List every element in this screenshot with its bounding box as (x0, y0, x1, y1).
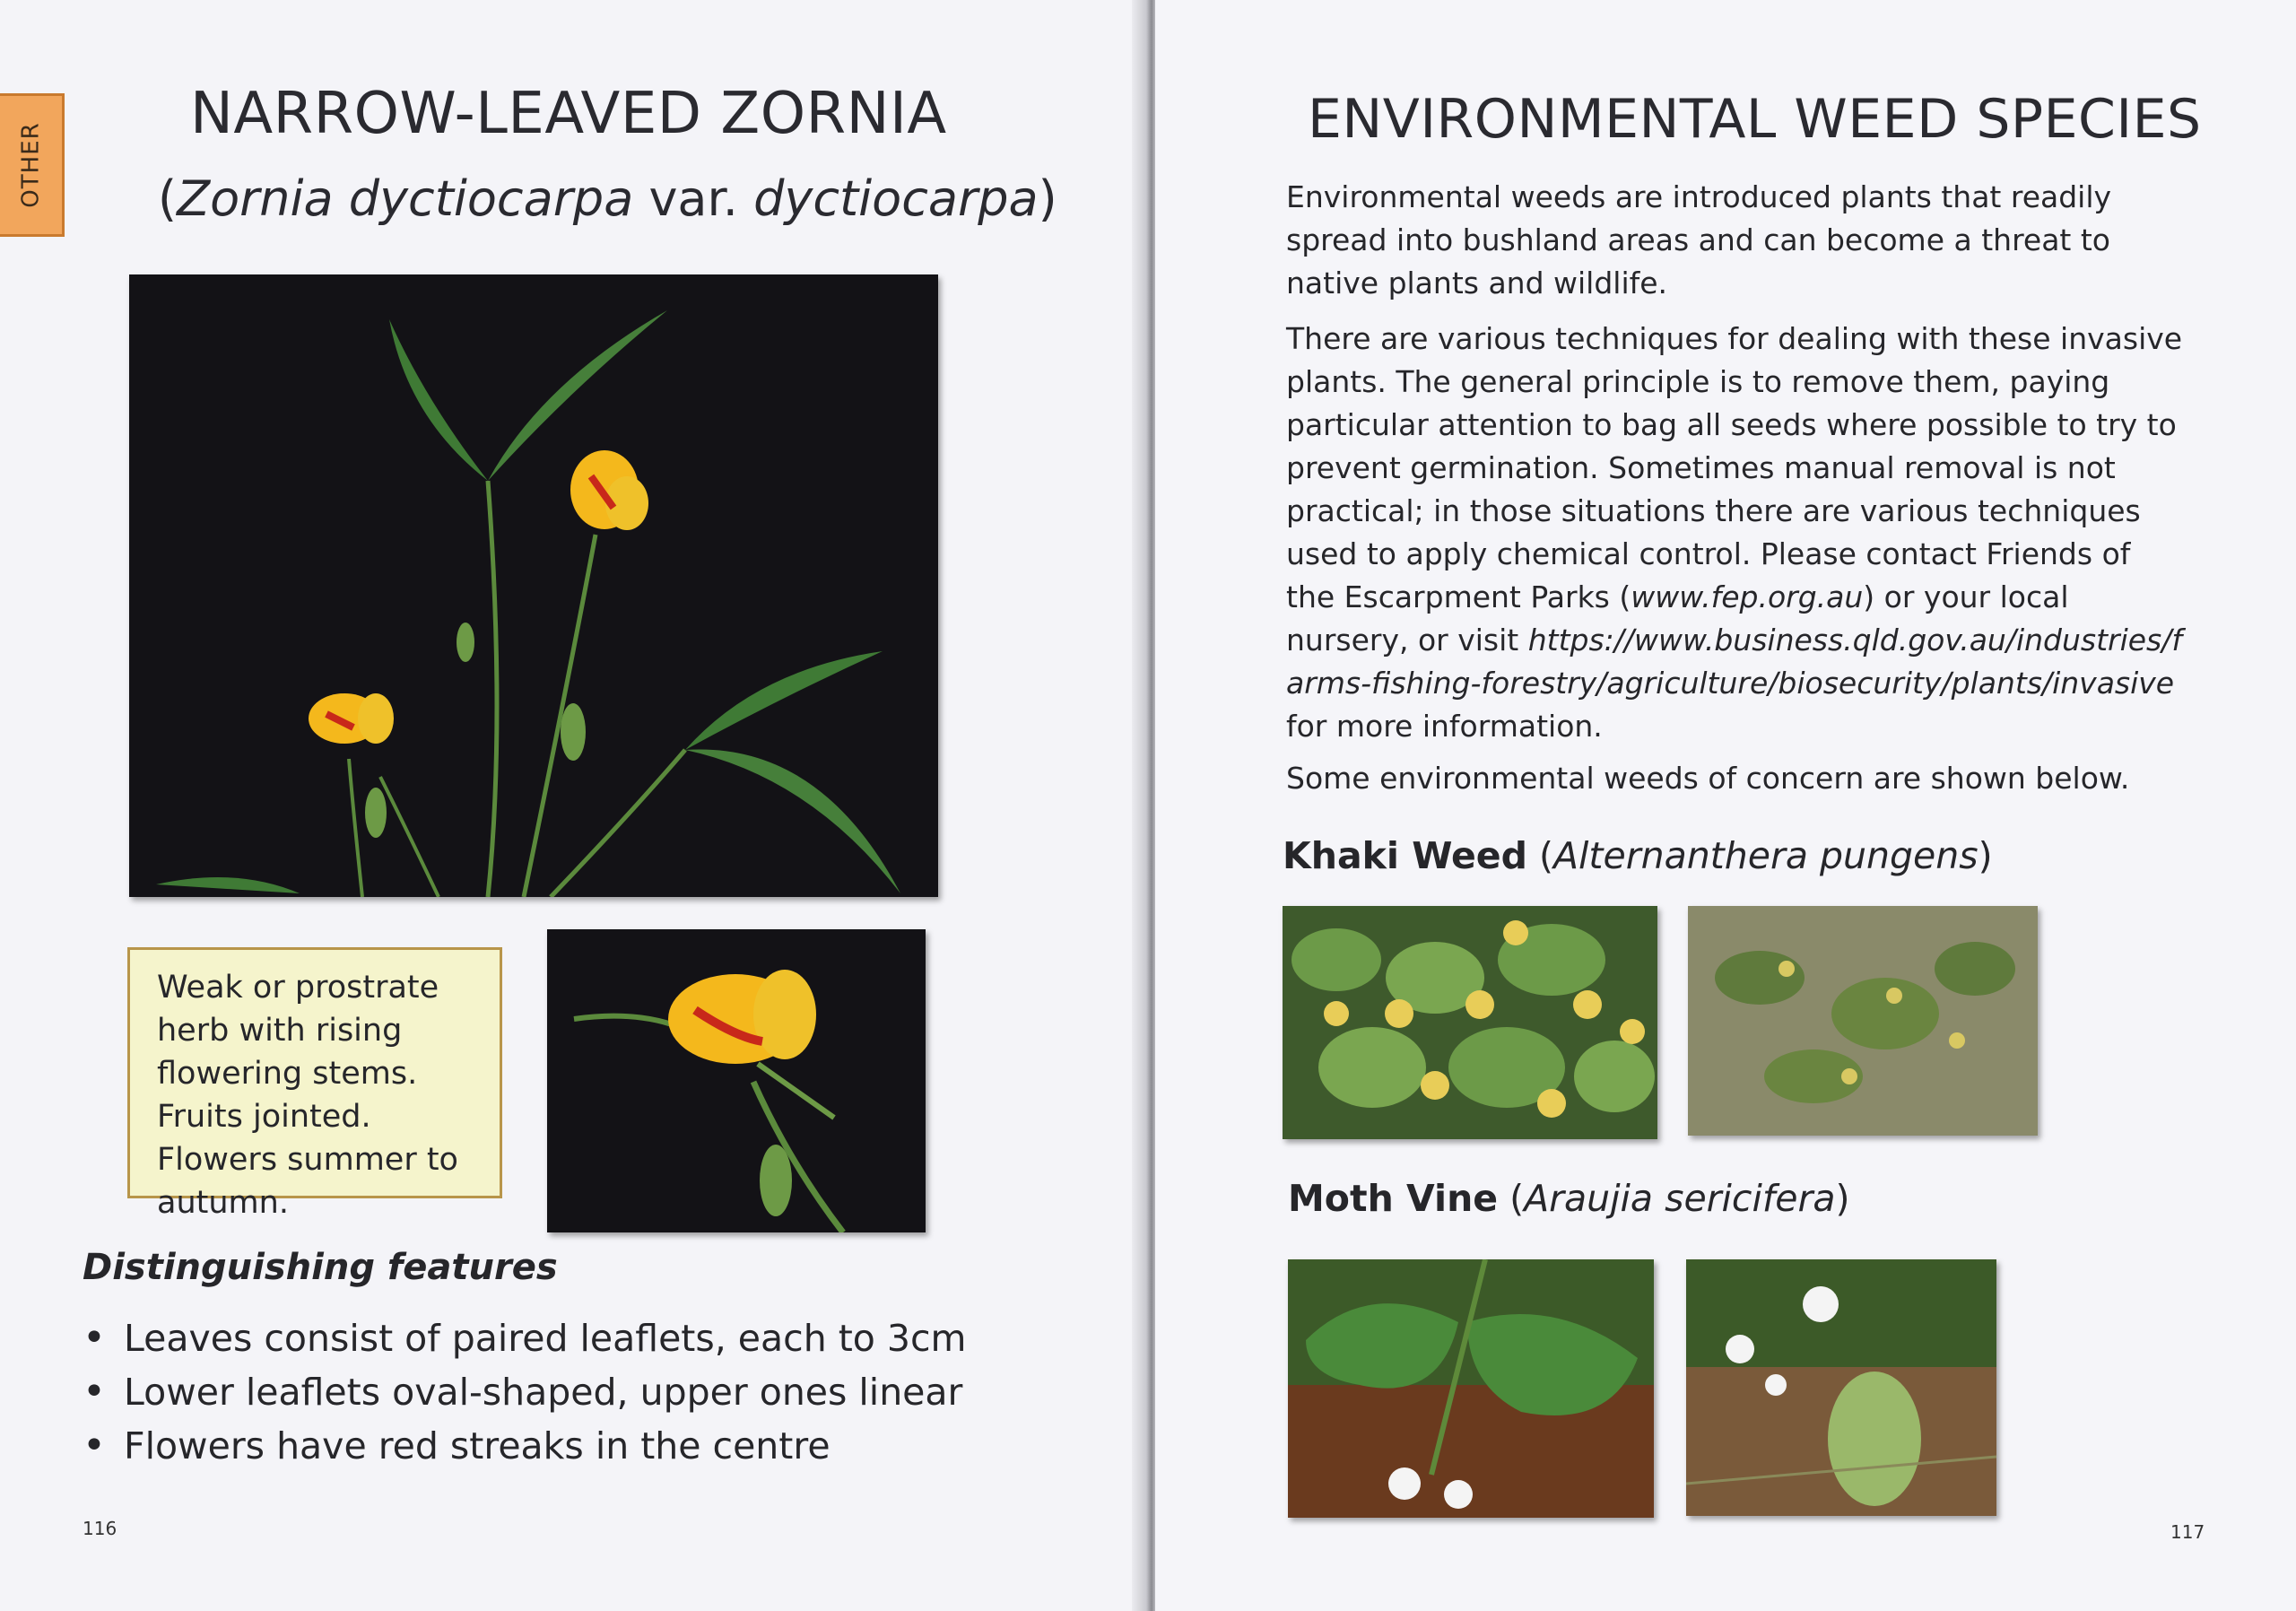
section-tab-label: OTHER (17, 122, 45, 208)
techniques-text-3: for more information. (1286, 709, 1603, 744)
features-list (83, 1311, 966, 1473)
description-text: Weak or prostrate herb with rising flowering stems. Fruits jointed. Flowers summer to autumn. (157, 970, 458, 1221)
intro-paragraph: Environmental weeds are introduced plants that readily spread into bushland areas and can become a threat to native plants and wildlife. (1286, 179, 2112, 300)
paren-open: ( (1498, 1177, 1525, 1220)
species-heading-khaki-weed (1283, 834, 1993, 877)
paren-close: ) (1835, 1177, 1850, 1220)
paren-open: ( (1526, 834, 1553, 877)
list-item: • Lower leaflets oval-shaped, upper ones linear (83, 1365, 966, 1419)
techniques-text-2: ) or your local nursery, or visit (1286, 579, 2069, 657)
scientific-name: Alternanthera pungens (1552, 834, 1979, 877)
page-number-right: 117 (2170, 1521, 2205, 1543)
genus-species: Zornia dyctiocarpa (177, 170, 634, 227)
techniques-paragraph (1286, 318, 2183, 748)
description-box (127, 947, 502, 1221)
paren-open: ( (158, 170, 178, 227)
scientific-name: Araujia sericifera (1524, 1177, 1836, 1220)
section-tab (0, 93, 65, 237)
paren-close: ) (1038, 170, 1057, 227)
moth-vine-photo-1 (1288, 1259, 1654, 1518)
list-item: • Leaves consist of paired leaflets, each to 3cm (83, 1311, 966, 1365)
khaki-weed-photo-1 (1283, 906, 1657, 1139)
business-qld-link[interactable]: https://www.business.qld.gov.au/industries/farms-fishing-forestry/agriculture/biosecurity/plants/invasive (1286, 623, 2182, 701)
fep-website-link[interactable]: www.fep.org.au (1631, 579, 1864, 614)
right-page (1155, 0, 2296, 1611)
variety-name: dyctiocarpa (753, 170, 1039, 227)
common-name: Moth Vine (1288, 1177, 1499, 1220)
common-name: Khaki Weed (1283, 834, 1527, 877)
zornia-main-photo (129, 274, 938, 897)
techniques-text-1: There are various techniques for dealing with these invasive plants. The general principle is to remove them, paying particular attention to bag all seeds where possible to try to prevent germination. Sometimes manual removal is not practical; in those situations there are various techniques used to apply chemical control. Please contact Friends of the Escarpment Parks ( (1286, 321, 2183, 614)
scientific-name-zornia (158, 170, 1057, 227)
paren-close: ) (1978, 834, 1993, 877)
moth-vine-photo-2 (1686, 1259, 1996, 1516)
page-title-weeds: ENVIRONMENTAL WEED SPECIES (1308, 88, 2202, 151)
zornia-flower-closeup-photo (547, 929, 926, 1232)
var-label: var. (633, 170, 754, 227)
page-title-zornia: NARROW-LEAVED ZORNIA (190, 81, 947, 147)
weeds-shown-paragraph: Some environmental weeds of concern are shown below. (1286, 761, 2130, 796)
species-heading-moth-vine (1288, 1177, 1849, 1220)
distinguishing-features-heading: Distinguishing features (83, 1247, 558, 1288)
left-page (0, 0, 1141, 1611)
khaki-weed-photo-2 (1688, 906, 2038, 1136)
page-number-left: 116 (83, 1518, 117, 1539)
list-item: • Flowers have red streaks in the centre (83, 1419, 966, 1473)
